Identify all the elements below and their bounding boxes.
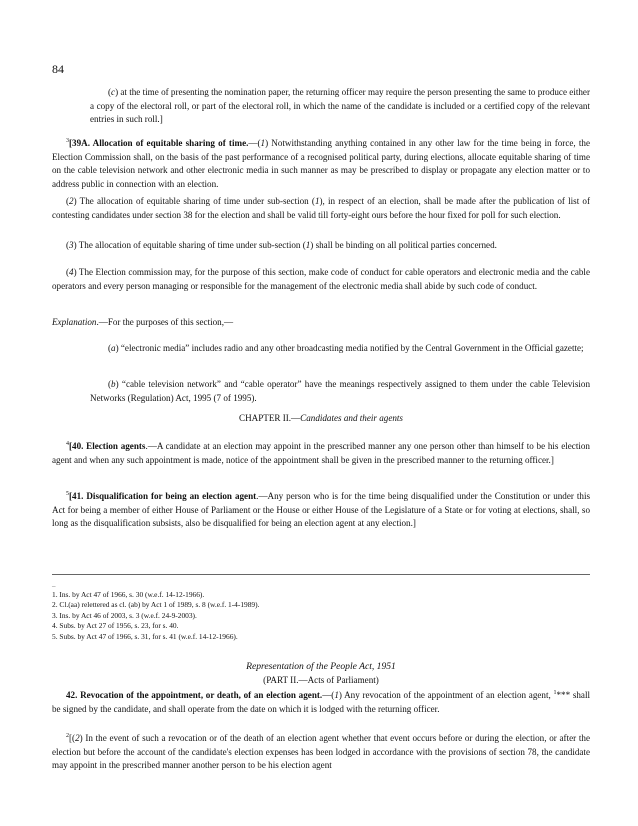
subsection-text: ), in respect of an election, shall be made after the publication of list of contesting candidates under section 38 for the election and shall be valid till forty-eight ours before the hour fixed for poll for such election. [52, 196, 590, 220]
bracket-open: [( [69, 733, 76, 743]
dash: —( [248, 138, 261, 148]
footnote-mark: _ [52, 580, 56, 588]
chapter-label: CHAPTER II.— [239, 413, 301, 423]
footnote-3: 3. Ins. by Act 46 of 2003, s. 3 (w.e.f. 24-9-2003). [52, 610, 197, 620]
clause-text: “electronic media” includes radio and any other broadcasting media notified by the Central Government in the Official gazette; [118, 343, 584, 353]
section-40-heading: [40. Election agents [69, 441, 146, 451]
clause-label: a [111, 343, 116, 353]
subsection-number: 1 [334, 690, 339, 700]
clause-text: “cable television network” and “cable operator” have the meanings respectively assigned to them under the cable Television Networks (Regulation) Act, 1995 (7 of 1995). [90, 379, 590, 403]
section-42-heading: 42. Revocation of the appointment, or death, of an election agent. [66, 690, 323, 700]
subsection-number: 4 [69, 267, 74, 277]
page-number: 84 [52, 62, 64, 76]
subsection-number: 3 [69, 240, 74, 250]
explanation-clause-b: (b) “cable television network” and “cable operator” have the meanings respectively assigned to them under the cable Television Networks (Regulation) Act, 1995 (7 of 1995). [90, 379, 590, 403]
subsection-2: (2) The allocation of equitable sharing of time under sub-section (1), in respect of an election, shall be made after the publication of list of contesting candidates under section 38 for the election and shall be valid till forty-eight ours before the hour fixed for poll for such election. [52, 196, 590, 220]
subsection-text: ) In the event of such a revocation or of the death of an election agent whether that event occurs before or during the election, or after the election but before the account of the candidate's election expenses has been lodged in accordance with the provisions of section 78, the candidate may appoint in the prescribed manner another person to be his election agent [52, 733, 590, 771]
subsection-ref: 1 [314, 196, 320, 206]
subsection-ref: 1 [305, 240, 311, 250]
subsection-text: The allocation of equitable sharing of time under sub-section ( [76, 196, 315, 206]
section-41 [52, 490, 590, 531]
clause-label: b [111, 379, 116, 389]
footnote-1: 1. Ins. by Act 47 of 1966, s. 30 (w.e.f. 14-12-1966). [52, 590, 205, 599]
section-39a [52, 137, 590, 191]
subsection-number: 2 [75, 733, 80, 743]
footnote-ref-5: 5 [66, 491, 69, 497]
section-42-text: shall be signed by the candidate, and shall operate from the date on which it is lodged with the returning officer. [52, 690, 591, 714]
chapter-heading [52, 413, 590, 423]
section-39a-heading: [39A. Allocation of equitable sharing of time. [69, 138, 249, 148]
clause-c-label: c [111, 87, 116, 97]
footnote-ref-4: 4 [66, 441, 69, 447]
clause-c-text: at the time of presenting the nomination paper, the returning officer may require the person presenting the same to produce either a copy of the electoral roll, or part of the electoral roll, in which the name of the candidate is included or a certified copy of the relevant entries in such roll.] [90, 87, 590, 125]
explanation-label: Explanation [52, 317, 97, 327]
subsection-number: 2 [69, 196, 74, 206]
subsection-3: (3) The allocation of equitable sharing of time under sub-section (1) shall be binding on all political parties concerned. [66, 240, 497, 250]
footnote-ref-1: 1 [553, 690, 557, 696]
section-42 [52, 689, 590, 716]
footnote-5: 5. Subs. by Act 47 of 1966, s. 31, for s. 41 (w.e.f. 14-12-1966). [52, 631, 238, 641]
section-40 [52, 440, 590, 467]
clause-c: (c) at the time of presenting the nomination paper, the returning officer may require the person presenting the same to produce either a copy of the electoral roll, or part of the electoral roll, in which the name of the candidate is included or a certified copy of the relevant entries in such roll.] [90, 87, 590, 125]
section-41-heading: [41. Disqualification for being an election agent [69, 491, 257, 501]
dash: —( [322, 690, 335, 700]
running-head-title: Representation of the People Act, 1951 [246, 661, 396, 672]
footnote-4: 4. Subs. by Act 27 of 1956, s. 23, for s. 40. [52, 621, 179, 631]
footnote-divider [52, 574, 590, 575]
explanation-clause-a: (a) “electronic media” includes radio and any other broadcasting media notified by the Central Government in the Official gazette; [108, 343, 584, 353]
subsection-text: ) shall be binding on all political parties concerned. [310, 240, 497, 250]
omission-stars: *** [556, 690, 571, 700]
footnote-ref-2: 2 [66, 733, 69, 739]
explanation [52, 316, 590, 330]
section-39a-body: ) Notwithstanding anything contained in any other law for the time being in force, the Election Commission shall, on the basis of the past performance of a recognised political party, during elections, allocate equitable sharing of time on the cable television network and other electronic media in such manner as may be prescribed to display or propagate any election matter or to address public in connection with an election. [52, 138, 590, 189]
footnote-ref-3: 3 [66, 138, 69, 144]
subsection-text: The allocation of equitable sharing of time under sub-section ( [76, 240, 306, 250]
running-head-part: (PART II.—Acts of Parliament) [263, 675, 379, 685]
footnotes [52, 590, 590, 642]
chapter-title: Candidates and their agents [300, 413, 403, 423]
section-40-text: .—A candidate at an election may appoint in the prescribed manner any one person other than himself to be his election agent and when any such appointment is made, notice of the appointment shall be given in the prescribed manner to the returning officer.] [52, 441, 590, 465]
subsection-4: (4) The Election commission may, for the purpose of this section, make code of conduct for cable operators and electronic media and the cable operators and every person managing or responsible for the management of the electronic media shall abide by such code of conduct. [52, 267, 590, 291]
explanation-text: .—For the purposes of this section,— [96, 317, 234, 327]
section-42-text: ) Any revocation of the appointment of an election agent, [338, 690, 554, 700]
subsection-number: 1 [260, 138, 266, 148]
section-41-text: .—Any person who is for the time being disqualified under the Constitution or under this Act for being a member of either House of Parliament or the House or either House of the Legislature of a State or for voting at elections, shall, so long as the disqualification subsists, also be disqualified for being an election agent at any election.] [52, 491, 591, 529]
subsection-text: The Election commission may, for the purpose of this section, make code of conduct for cable operators and electronic media and the cable operators and every person managing or responsible for the management of the electronic media shall abide by such code of conduct. [52, 267, 590, 291]
footnote-2: 2. Cl.(aa) relettered as cl. (ab) by Act 1 of 1989, s. 8 (w.e.f. 1-4-1989). [52, 600, 260, 610]
section-42-subsection-2 [52, 732, 590, 773]
